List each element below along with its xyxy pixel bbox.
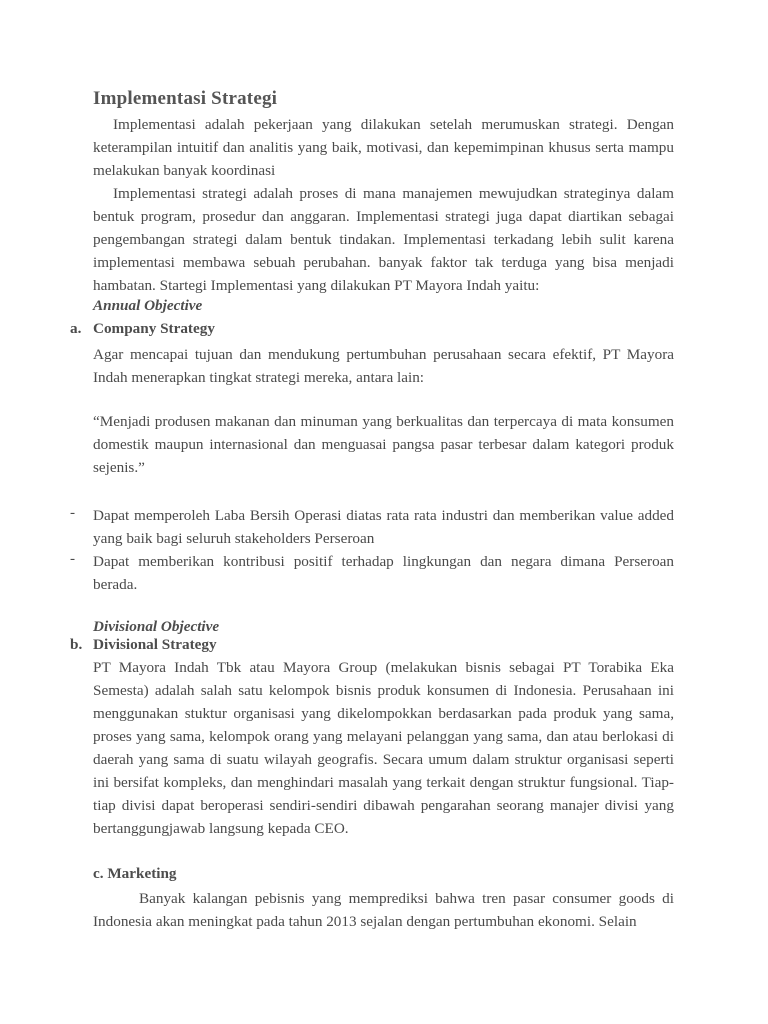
annual-objective-heading: Annual Objective [93, 297, 203, 314]
bullet-item: Dapat memberikan kontribusi positif terhadap lingkungan dan negara dimana Perseroan berada. [93, 553, 674, 593]
company-strategy-intro: Agar mencapai tujuan dan mendukung pertumbuhan perusahaan secara efektif, PT Mayora Indah menerapkan tingkat strategi mereka, antara lain: [93, 346, 674, 386]
paragraph-strategy-implementation: Implementasi strategi adalah proses di mana manajemen mewujudkan strateginya dalam bentuk program, prosedur dan anggaran. Implementasi strategi juga dapat diartikan sebagai pengembangan strategi dalam bentuk tindakan. Implementasi terkadang lebih sulit karena implementasi membawa sebuah perubahan. banyak faktor tak terduga yang bisa menjadi hambatan. Startegi Implementasi yang dilakukan PT Mayora Indah yaitu: [93, 185, 674, 294]
list-marker-b: b. [70, 636, 83, 653]
company-strategy-heading: Company Strategy [93, 320, 215, 337]
list-marker-a: a. [70, 320, 82, 337]
bullet-dash: - [70, 550, 76, 567]
bullet-item: Dapat memperoleh Laba Bersih Operasi diatas rata rata industri dan memberikan value added yang baik bagi seluruh stakeholders Perseroan [93, 507, 674, 547]
divisional-objective-heading: Divisional Objective [93, 618, 220, 635]
company-vision-quote: “Menjadi produsen makanan dan minuman yang berkualitas dan terpercaya di mata konsumen domestik maupun internasional dan menguasai pangsa pasar terbesar dalam kategori produk sejenis.” [93, 413, 674, 476]
marketing-heading: c. Marketing [93, 865, 177, 882]
bullet-dash: - [70, 504, 76, 521]
page-title: Implementasi Strategi [93, 88, 278, 109]
divisional-strategy-body: PT Mayora Indah Tbk atau Mayora Group (melakukan bisnis sebagai PT Torabika Eka Semesta) adalah salah satu kelompok bisnis produk konsumen di Indonesia. Perusahaan ini menggunakan stuktur organisasi yang dikelompokkan berdasarkan pada produk yang sama, proses yang sama, kelompok orang yang melayani pelanggan yang sama, dan atau berlokasi di daerah yang sama di suatu wilayah geografis. Secara umum dalam struktur organisasi seperti ini bersifat kompleks, dan menghindari masalah yang terkait dengan struktur fungsional. Tiap-tiap divisi dapat beroperasi sendiri-sendiri dibawah pengarahan seorang manajer divisi yang bertanggungjawab langsung kepada CEO. [93, 659, 674, 837]
divisional-strategy-heading: Divisional Strategy [93, 636, 217, 653]
paragraph-definition: Implementasi adalah pekerjaan yang dilakukan setelah merumuskan strategi. Dengan keterampilan intuitif dan analitis yang baik, motivasi, dan kepemimpinan khusus serta mampu melakukan banyak koordinasi [93, 116, 674, 179]
marketing-body: Banyak kalangan pebisnis yang memprediksi bahwa tren pasar consumer goods di Indonesia akan meningkat pada tahun 2013 sejalan dengan pertumbuhan ekonomi. Selain [93, 890, 674, 930]
